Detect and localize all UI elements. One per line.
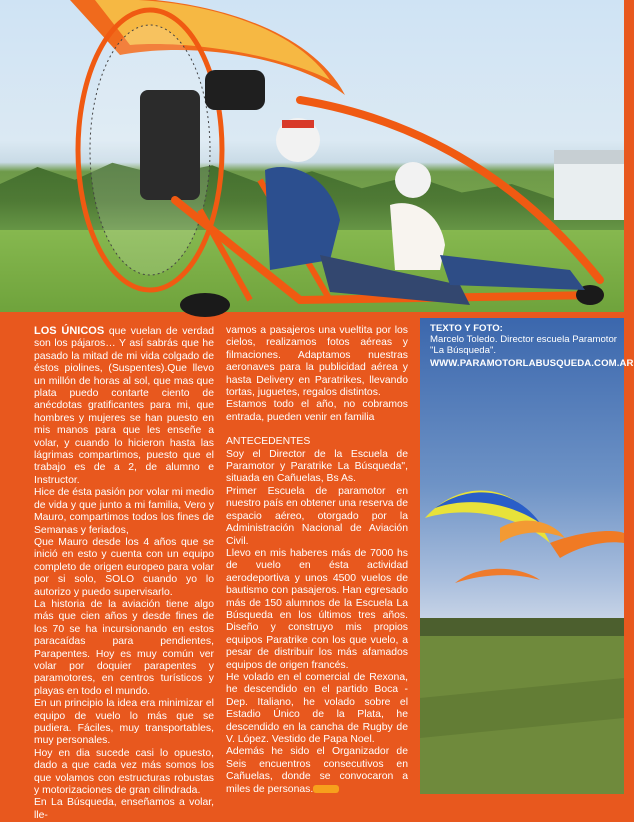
article-paragraph: Llevo en mis haberes más de 7000 hs de vuelo en ésta actividad aerodeportiva y unos 4500 vuelos de bautismo con pasajeros. Han egresado más de 150 alumnos de la Escuela La Búsqueda en los últimos tres años. Diseño y construyo mis propios equipos Paratrike con los que vuelo, a pesar de distribuir los más afamados equipos de origen francés. xyxy=(226,547,408,671)
article-paragraph: En La Búsqueda, enseñamos a volar, lle- xyxy=(34,797,214,821)
website-link[interactable]: WWW.PARAMOTORLABUSQUEDA.COM.AR xyxy=(430,358,634,369)
paratrike-illustration xyxy=(0,0,624,312)
paragliders-illustration xyxy=(420,318,634,794)
article-paragraph: Estamos todo el año, no cobramos entrada, pueden venir en familia xyxy=(226,399,408,423)
passenger-body xyxy=(390,203,445,270)
highlight-mark xyxy=(313,785,339,793)
side-photo xyxy=(420,318,634,794)
article-column-2 xyxy=(226,325,408,796)
rear-wheel xyxy=(180,293,230,317)
credit-label: TEXTO Y FOTO: xyxy=(430,323,503,334)
photo-credit xyxy=(430,323,634,369)
pilot-body xyxy=(265,167,340,270)
section-heading: ANTECEDENTES xyxy=(226,436,311,448)
paraglider-wing-low xyxy=(455,569,540,583)
article-paragraph xyxy=(34,325,214,487)
article-paragraph: En un principio la idea era minimizar el equipo de vuelo lo más que se pudiera. Fáciles, muy transportables, muy personales. xyxy=(34,698,214,747)
engine-block xyxy=(140,90,200,200)
passenger-helmet xyxy=(395,162,431,198)
article-paragraph: Hoy en dia sucede casi lo opuesto, dado a que cada vez más somos los que volamos con estructuras robustas y motorizaciones de gran cilindrada. xyxy=(34,747,214,797)
article-column-1 xyxy=(34,325,214,822)
lead-in: LOS ÚNICOS xyxy=(34,325,105,337)
article-paragraph: Soy el Director de la Escuela de Paramotor y Paratrike La Búsqueda", situada en Cañuelas, Bs As. xyxy=(226,448,408,485)
article-paragraph: He volado en el comercial de Rexona, he descendido en el partido Boca - Dep. Italiano, he volado sobre el Estadio Único de la Plata, he descendido en la cancha de Rugby de V. López. Vestido de Papa Noel. xyxy=(226,671,408,745)
hero-photo xyxy=(0,0,624,312)
article-paragraph: La historia de la aviación tiene algo más que cien años y desde fines de los 70 se ha incursionando en estos paracaídas para pendientes, Parapentes. Hoy es muy común ver volar por doquier parapentes y paramotores, en centros turísticos y playas en todo el mundo. xyxy=(34,598,214,697)
article-paragraph: Primer Escuela de paramotor en nuestro país en obtener una reserva de espacio aéreo, otorgado por la Administración Nacional de Aviación Civil. xyxy=(226,485,408,547)
paragraph-text: que vuelan de verdad son los pájaros… Y así sabrás que he pasado la mitad de mi vida colgado de éstos piolines, (Suspentes).Que llevo un millón de horas al sol, que mas que plata puedo contarte ciento de anécdotas gratificantes para mi, que hombres y mujeres se han puesto en mis manos para que les enseñe a volar, y cuando lo hicieron hasta las lágrimas compartimos, puesto que el trabajo es de a 2, de alumno e Instructor. xyxy=(34,326,214,486)
article-paragraph xyxy=(226,746,408,796)
paragraph-text: Además he sido el Organizador de Seis encuentros consecutivos en Cañuelas, donde se convocaron a miles de personas. xyxy=(226,746,408,795)
article-paragraph: Hice de ésta pasión por volar mi medio de vida y que junto a mi familia, Vero y Mauro, compartimos todos los fines de Semanas y feriados, xyxy=(34,487,214,536)
article-paragraph: Que Mauro desde los 4 años que se inició en esto y cuenta con un equipo completo de origen europeo para volar por si solo, SOLO cuando yo lo autorizo y puedo supervisarlo. xyxy=(34,536,214,598)
paraglider-wing-orange-2 xyxy=(500,521,565,543)
credit-author: Marcelo Toledo. Director escuela Paramotor "La Búsqueda". xyxy=(430,334,617,356)
article-paragraph: vamos a pasajeros una vueltita por los cielos, realizamos fotos aéreas y filmaciones. Adaptamos nuestras aeronaves para la publicidad aérea y hasta Delivery en Paratrikes, llevando tortas, juguetes, regalos distintos. xyxy=(226,325,408,399)
